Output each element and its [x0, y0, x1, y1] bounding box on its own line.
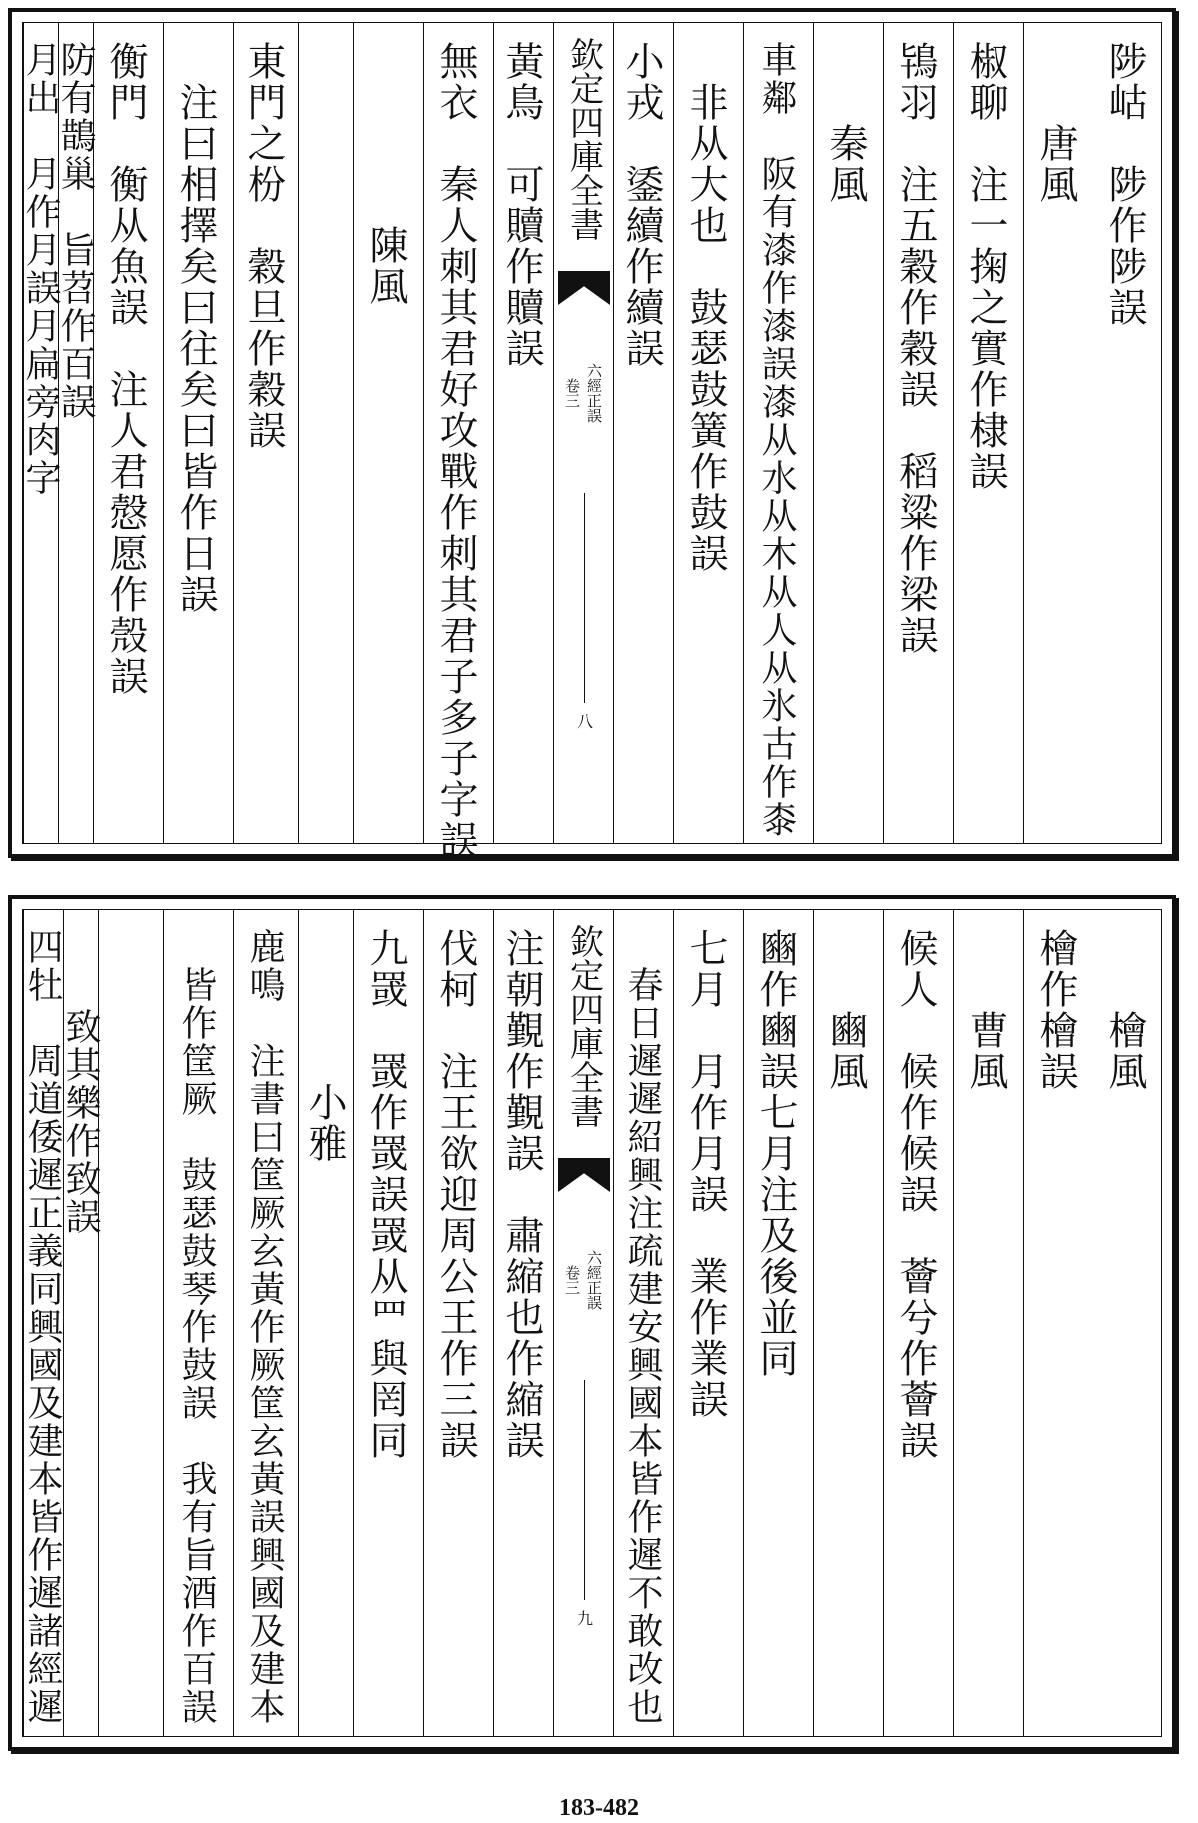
top-col-8 [613, 23, 674, 843]
text-column: 致其樂作致誤 [60, 970, 101, 1236]
text-column: 黃鳥 可贖作贖誤 [499, 41, 544, 369]
text-column: 小戎 鋈續作續誤 [619, 41, 664, 369]
fold-rule [584, 493, 585, 703]
text-column: 注曰相擇矣曰往矣曰皆作日誤 [173, 41, 218, 615]
bottom-col-3 [953, 910, 1024, 1736]
page-number: 九 [574, 1610, 594, 1626]
page-footer-number: 183-482 [559, 1795, 639, 1821]
bottom-col-14 [163, 910, 234, 1736]
text-column: 檜作檜誤 [1033, 928, 1078, 1092]
fold-rule [584, 1380, 585, 1600]
top-col-5 [813, 23, 884, 843]
top-col-2 [1023, 23, 1094, 843]
bottom-col-16 [60, 910, 101, 1736]
book-title: 欽定四庫全書 [563, 37, 604, 241]
bottom-col-6 [743, 910, 814, 1736]
section-heading: 小雅 [302, 1000, 347, 1164]
section-heading: 曹風 [963, 928, 1008, 1092]
text-column: 候人 候作候誤 薈兮作薈誤 [893, 928, 938, 1461]
text-column: 春日遲遲紹興注疏建安興國本皆作遲不敢改也 [622, 928, 663, 1726]
top-col-7 [673, 23, 744, 843]
fish-tail-mark [558, 271, 610, 305]
section-heading: 秦風 [823, 41, 868, 205]
top-col-9 [493, 23, 554, 843]
top-col-10 [423, 23, 494, 861]
book-name: 六經正誤 [585, 1250, 603, 1310]
fish-tail-mark [558, 1158, 610, 1192]
bottom-col-5 [813, 910, 884, 1736]
volume-label: 卷三 [563, 1265, 581, 1295]
top-center-fold [553, 23, 614, 843]
section-heading: 豳風 [823, 928, 868, 1092]
bottom-page [8, 895, 1176, 1751]
text-column: 四牡 周道倭遲正義同興國及建本皆作遲諸經遲 [22, 928, 63, 1726]
book-name: 六經正誤 [585, 363, 603, 423]
section-heading: 唐風 [1033, 41, 1078, 205]
text-column: 車鄰 阪有漆作漆誤漆从水从木从人从氷古作桼 [756, 41, 797, 839]
page-number: 八 [574, 713, 594, 729]
top-col-6 [743, 23, 814, 843]
bottom-col-9 [493, 910, 554, 1736]
bottom-col-15 [98, 910, 164, 1736]
text-column: 非从大也 鼓瑟鼓簧作鼓誤 [683, 41, 728, 574]
top-col-14 [163, 23, 234, 843]
top-col-13 [233, 23, 299, 843]
book-title: 欽定四庫全書 [563, 924, 604, 1128]
text-column: 防有鵲巢 旨苕作百誤 [55, 41, 96, 421]
text-column: 椒聊 注一掬之實作棣誤 [963, 41, 1008, 492]
top-col-1 [1093, 23, 1163, 843]
top-col-15 [93, 23, 164, 843]
text-column: 無衣 秦人刺其君好攻戰作刺其君子多子字誤 [433, 41, 478, 861]
top-col-17 [20, 23, 61, 843]
text-column: 月出 月作月誤月扁旁肉字 [20, 41, 61, 497]
bottom-center-fold [553, 910, 614, 1736]
text-column: 皆作筐厥 鼓瑟鼓琴作鼓誤 我有旨酒作百誤 [176, 928, 217, 1726]
bottom-col-8 [613, 910, 674, 1736]
top-col-11 [353, 23, 424, 843]
top-col-16 [55, 23, 96, 843]
bottom-col-4 [883, 910, 954, 1736]
section-heading: 陳風 [363, 143, 408, 307]
bottom-col-1 [1093, 910, 1163, 1736]
bottom-page-frame [22, 909, 1162, 1737]
text-column: 伐柯 注王欲迎周公王作三誤 [433, 928, 478, 1461]
text-column: 七月 月作月誤 業作業誤 [683, 928, 728, 1420]
text-column: 九罭 罭作罭誤罭从罒與罔同 [363, 928, 408, 1461]
text-column: 陟岵 陟作陟誤 [1102, 41, 1147, 328]
text-column: 東門之枌 穀旦作穀誤 [241, 41, 286, 451]
bottom-col-10 [423, 910, 494, 1736]
text-column: 衡門 衡从魚誤 注人君慤愿作殼誤 [103, 41, 148, 697]
top-page [8, 8, 1176, 861]
text-column: 豳作豳誤七月注及後並同 [753, 928, 798, 1379]
section-heading: 檜風 [1102, 928, 1147, 1092]
top-col-3 [953, 23, 1024, 843]
volume-label: 卷三 [563, 378, 581, 408]
bottom-col-12 [298, 910, 354, 1736]
top-col-12 [298, 23, 354, 843]
text-column: 鹿鳴 注書曰筐厥玄黃作厥筐玄黃誤興國及建本 [244, 928, 285, 1726]
bottom-col-2 [1023, 910, 1094, 1736]
bottom-col-7 [673, 910, 744, 1736]
text-column: 鴇羽 注五穀作穀誤 稻粱作梁誤 [893, 41, 938, 656]
bottom-col-17 [23, 910, 64, 1736]
text-column: 注朝覲作覲誤 肅縮也作縮誤 [499, 928, 544, 1461]
bottom-col-11 [353, 910, 424, 1736]
top-page-frame [20, 22, 1162, 861]
top-col-4 [883, 23, 954, 843]
bottom-col-13 [233, 910, 299, 1736]
